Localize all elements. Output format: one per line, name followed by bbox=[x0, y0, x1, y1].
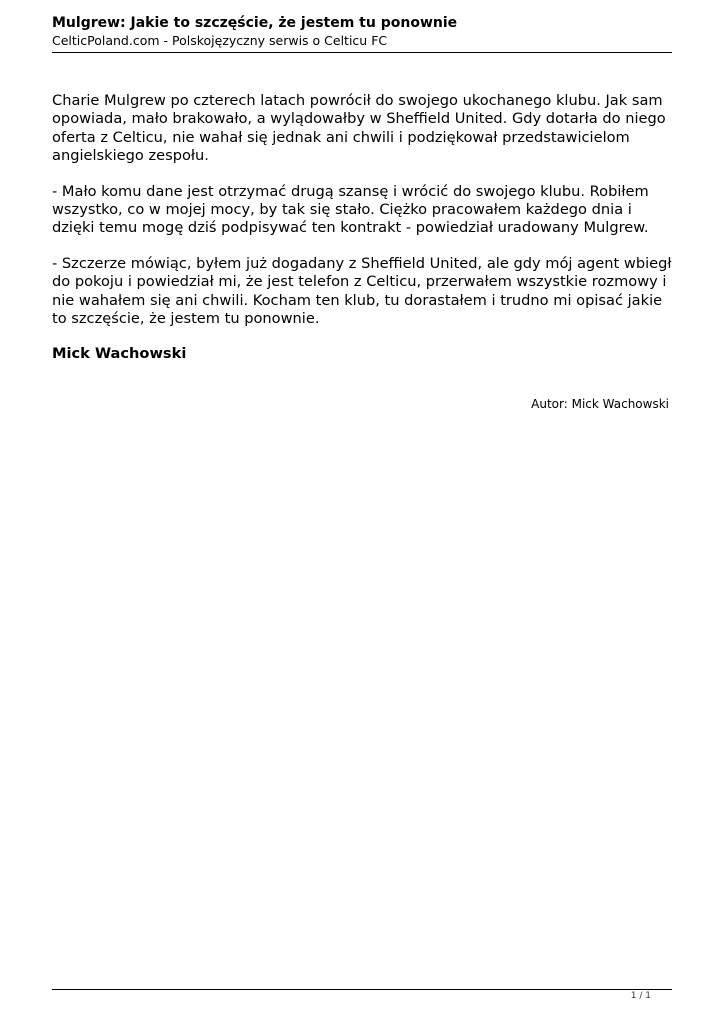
article-signature: Mick Wachowski bbox=[52, 345, 187, 363]
article-paragraph-3: - Szczerze mówiąc, byłem już dogadany z Sheffield United, ale gdy mój agent wbiegł do pokoju i powiedział mi, że jest telefon z Celticu, przerwałem wszystkie rozmowy i nie wahałem się ani chwili. Kocham ten klub, tu dorastałem i trudno mi opisać jakie to szczęście, że jestem tu ponownie. bbox=[52, 254, 672, 328]
footer-divider bbox=[52, 989, 672, 990]
document-header bbox=[52, 15, 672, 49]
article-body bbox=[52, 92, 677, 364]
page-number: 1 / 1 bbox=[630, 991, 651, 1001]
site-subtitle: CelticPoland.com - Polskojęzyczny serwis o Celticu FC bbox=[52, 33, 388, 48]
author-credit: Autor: Mick Wachowski bbox=[531, 397, 669, 411]
page-title: Mulgrew: Jakie to szczęście, że jestem tu ponownie bbox=[52, 15, 458, 31]
header-divider bbox=[52, 52, 672, 53]
article-paragraph-1: Charie Mulgrew po czterech latach powrócił do swojego ukochanego klubu. Jak sam opowiada, mało brakowało, a wylądowałby w Sheffield United. Gdy dotarła do niego oferta z Celticu, nie wahał się jednak ani chwili i podziękował przedstawicielom angielskiego zespołu. bbox=[52, 92, 666, 165]
article-paragraph-2: - Mało komu dane jest otrzymać drugą szansę i wrócić do swojego klubu. Robiłem wszystko, co w mojej mocy, by tak się stało. Ciężko pracowałem każdego dnia i dzięki temu mogę dziś podpisywać ten kontrakt - powiedział uradowany Mulgrew. bbox=[52, 182, 649, 237]
